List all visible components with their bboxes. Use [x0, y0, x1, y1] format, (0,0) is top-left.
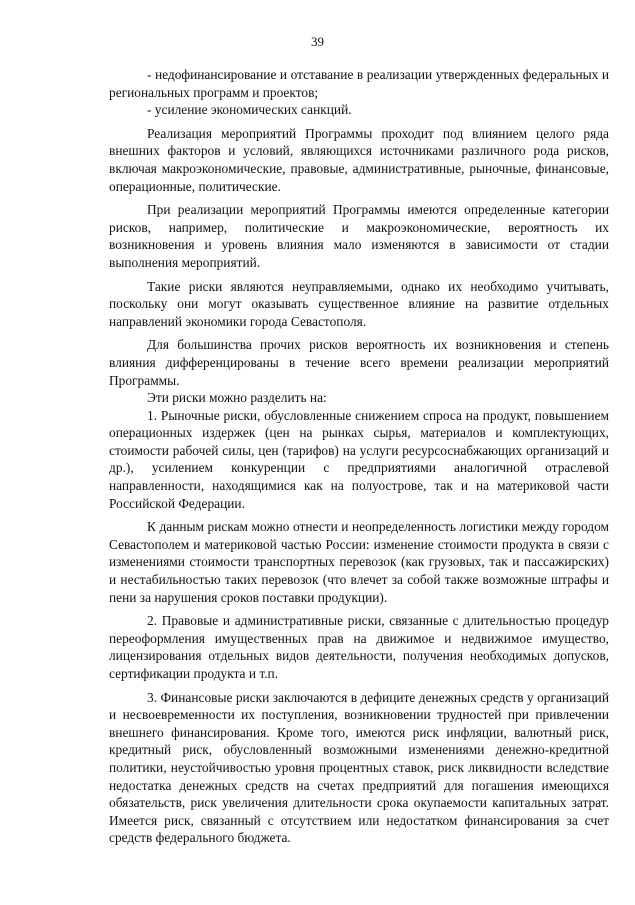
paragraph-sanctions: - усиление экономических санкций.: [147, 102, 352, 118]
page-number: 39: [311, 34, 324, 49]
document-body: [109, 66, 609, 847]
paragraph-market-risks: 1. Рыночные риски, обусловленные снижением спроса на продукт, повышением операционных издержек (цен на рынках сырья, материалов и комплектующих, стоимости рабочей силы, цен (тарифов) на услуги ресурсоснабжающих организаций и др.), усилением конкуренции с предприятиями аналогичной отраслевой направленности, находящимися как на полуострове, так и на материковой части Российской Федерации.: [109, 407, 609, 511]
paragraph-other-risks: Для большинства прочих рисков вероятность их возникновения и степень влияния дифференцированы в течение всего времени реализации мероприятий Программы.: [109, 337, 609, 388]
paragraph-underfunding: - недофинансирование и отставание в реализации утвержденных федеральных и региональных программ и проектов;: [109, 67, 609, 100]
paragraph-financial-risks: 3. Финансовые риски заключаются в дефиците денежных средств у организаций и несвоевременности их поступления, возникновении трудностей при привлечении внешнего финансирования. Кроме того, имеются риск инфляции, валютный риск, кредитный риск, обусловленный возможными изменениями денежно-кредитной политики, неустойчивостью уровня процентных ставок, риск ликвидности вследствие недостатка денежных средств на счетах предприятий для погашения имеющихся обязательств, риск увеличения длительности срока окупаемости капитальных затрат. Имеется риск, связанный с отсутствием или недостатком финансирования за счет средств федерального бюджета.: [109, 689, 609, 846]
paragraph-program-implementation: Реализация мероприятий Программы проходит под влиянием целого ряда внешних факторов и условий, являющихся источниками различного рода рисков, включая макроэкономические, правовые, административные, рыночные, финансовые, операционные, политические.: [109, 125, 609, 194]
paragraph-unmanageable-risks: Такие риски являются неуправляемыми, однако их необходимо учитывать, поскольку они могут оказывать существенное влияние на развитие отдельных направлений экономики города Севастополя.: [109, 278, 609, 329]
paragraph-logistics-risks: К данным рискам можно отнести и неопределенность логистики между городом Севастополем и материковой частью России: изменение стоимости продукта в связи с изменениями стоимости транспортных перевозок (как грузовых, так и пассажирских) и нестабильностью таких перевозок (что влечет за собой также возможные штрафы и пени за нарушения сроков поставки продукции).: [109, 519, 609, 605]
paragraph-legal-risks: 2. Правовые и административные риски, связанные с длительностью процедур переоформления имущественных прав на движимое и недвижимое имущество, лицензирования отдельных видов деятельности, получения необходимых допусков, сертификации продукта и т.п.: [109, 613, 609, 681]
paragraph-risk-division-intro: Эти риски можно разделить на:: [147, 390, 327, 406]
paragraph-risk-categories: При реализации мероприятий Программы имеются определенные категории рисков, например, политические и макроэкономические, вероятность их возникновения и уровень влияния мало изменяются в зависимости от стадии выполнения мероприятий.: [109, 202, 609, 270]
